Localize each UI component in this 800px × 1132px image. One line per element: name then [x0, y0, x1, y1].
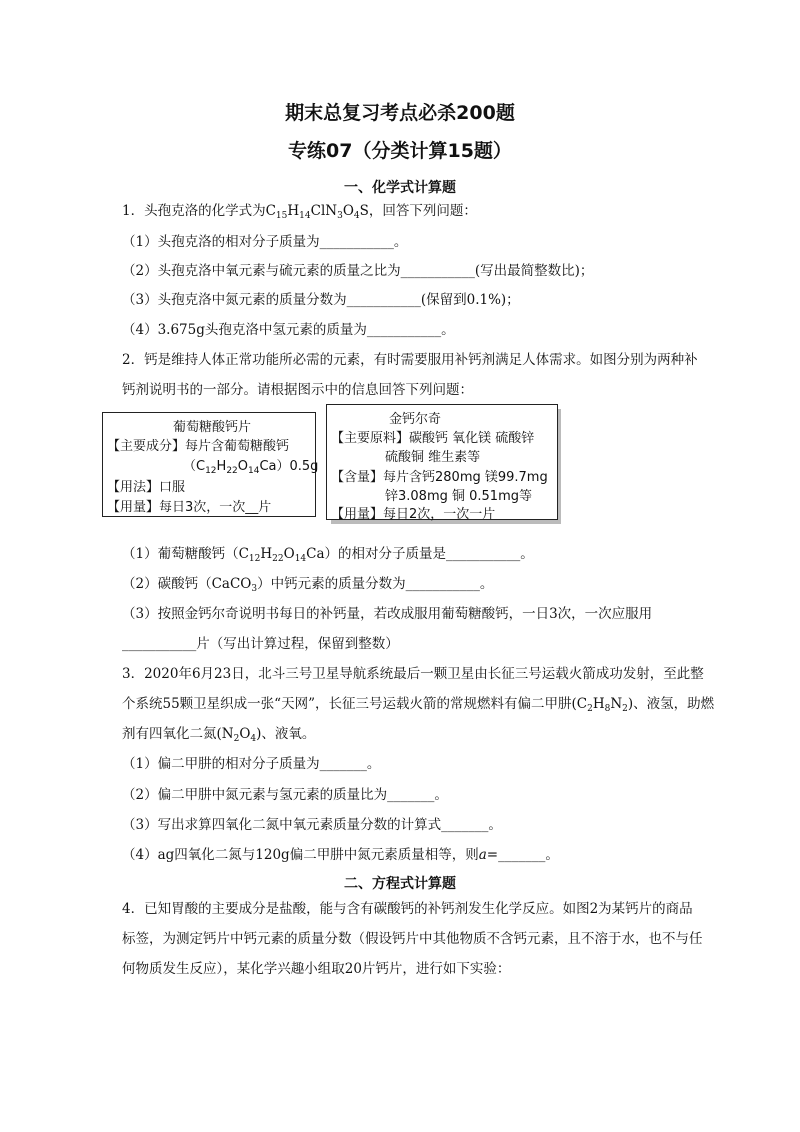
q1-part-2: （2）头孢克洛中氧元素与硫元素的质量之比为___________(写出最简整数比)； — [122, 263, 594, 279]
label2-title: 金钙尔奇 — [389, 412, 442, 427]
q3-part-2: （2）偏二甲肼中氮元素与氢元素的质量比为_______。 — [122, 787, 448, 803]
label2-content-cont: 锌3.08mg 铜 0.51mg等 — [385, 489, 532, 504]
q1-part-3: （3）头孢克洛中氮元素的质量分数为___________(保留到0.1%)； — [122, 292, 520, 308]
page-subtitle: 专练07（分类计算15题） — [288, 140, 512, 162]
q2-stem-line-1: 2．钙是维持人体正常功能所必需的元素，有时需要服用补钙剂满足人体需求。如图分别为两种补 — [122, 352, 698, 368]
q3-stem-line-2: 个系统55颗卫星织成一张“天网”，长征三号运载火箭的常规燃料有偏二甲肼$(C_2H_8N_2)$、液氢，助燃 — [122, 696, 715, 714]
q4-line-2: 标签，为测定钙片中钙元素的质量分数（假设钙片中其他物质不含钙元素，且不溶于水，也不与任 — [122, 931, 703, 947]
q1-part-1: （1）头孢克洛的相对分子质量为___________。 — [122, 234, 408, 250]
label2-materials: 【主要原料】碳酸钙 氧化镁 硫酸锌 — [331, 431, 535, 446]
label1-title: 葡萄糖酸钙片 — [173, 420, 252, 435]
label2-dosage: 【用量】每日2次，一次一片 — [331, 507, 496, 522]
q2-part-2: （2）碳酸钙（CaCO$_3$）中钙元素的质量分数为___________。 — [122, 576, 494, 594]
section-heading-2: 二、方程式计算题 — [344, 876, 456, 892]
label1-usage: 【用法】口服 — [107, 480, 186, 495]
label1-dosage: 【用量】每日3次，一次__片 — [107, 500, 272, 515]
label1-formula: $(C_{12}H_{22}O_{14}Ca)0.5g$ — [183, 459, 319, 476]
page-title: 期末总复习考点必杀200题 — [285, 102, 515, 124]
q4-line-3: 何物质发生反应），某化学兴趣小组取20片钙片，进行如下实验： — [122, 961, 511, 977]
q3-stem-line-1: 3．2020年6月23日，北斗三号卫星导航系统最后一颗卫星由长征三号运载火箭成功发射，至此整 — [122, 666, 704, 682]
q4-line-1: 4．已知胃酸的主要成分是盐酸，能与含有碳酸钙的补钙剂发生化学反应。如图2为某钙片的商品 — [122, 901, 693, 917]
q1-part-4: （4）3.675g头孢克洛中氢元素的质量为___________。 — [122, 322, 455, 338]
q2-part-3: （3）按照金钙尔奇说明书每日的补钙量，若改成服用葡萄糖酸钙，一日3次，一次应服用 — [122, 606, 653, 622]
q3-part-1: （1）偏二甲肼的相对分子质量为_______。 — [122, 756, 381, 772]
label2-materials-cont: 硫酸铜 维生素等 — [385, 450, 481, 465]
label-calcium-gluconate — [102, 412, 319, 517]
section-heading-1: 一、化学式计算题 — [344, 180, 456, 196]
label-gold-calcium — [326, 404, 558, 520]
label1-ingredient: 【主要成分】每片含葡萄糖酸钙 — [107, 439, 290, 454]
q1-stem: 1．头孢克洛的化学式为$C_{15}H_{14}ClN_3O_4S$，回答下列问题： — [122, 203, 477, 221]
q3-part-4: （4）ag四氧化二氮与120g偏二甲肼中氮元素质量相等，则a=_______。 — [122, 847, 559, 863]
q2-part-3-answer: ___________片（写出计算过程，保留到整数） — [122, 636, 399, 652]
q2-stem-line-2: 钙剂说明书的一部分。请根据图示中的信息回答下列问题： — [122, 382, 473, 398]
q3-part-3: （3）写出求算四氧化二氮中氧元素质量分数的计算式_______。 — [122, 817, 502, 833]
q3-stem-line-3: 剂有四氧化二氮$(N_2O_4)$、液氧。 — [122, 726, 316, 744]
q2-part-1: （1）葡萄糖酸钙$(C_{12}H_{22}O_{14}Ca)$的相对分子质量是___________。 — [122, 546, 534, 564]
label2-content: 【含量】每片含钙280mg 镁99.7mg — [331, 470, 548, 485]
